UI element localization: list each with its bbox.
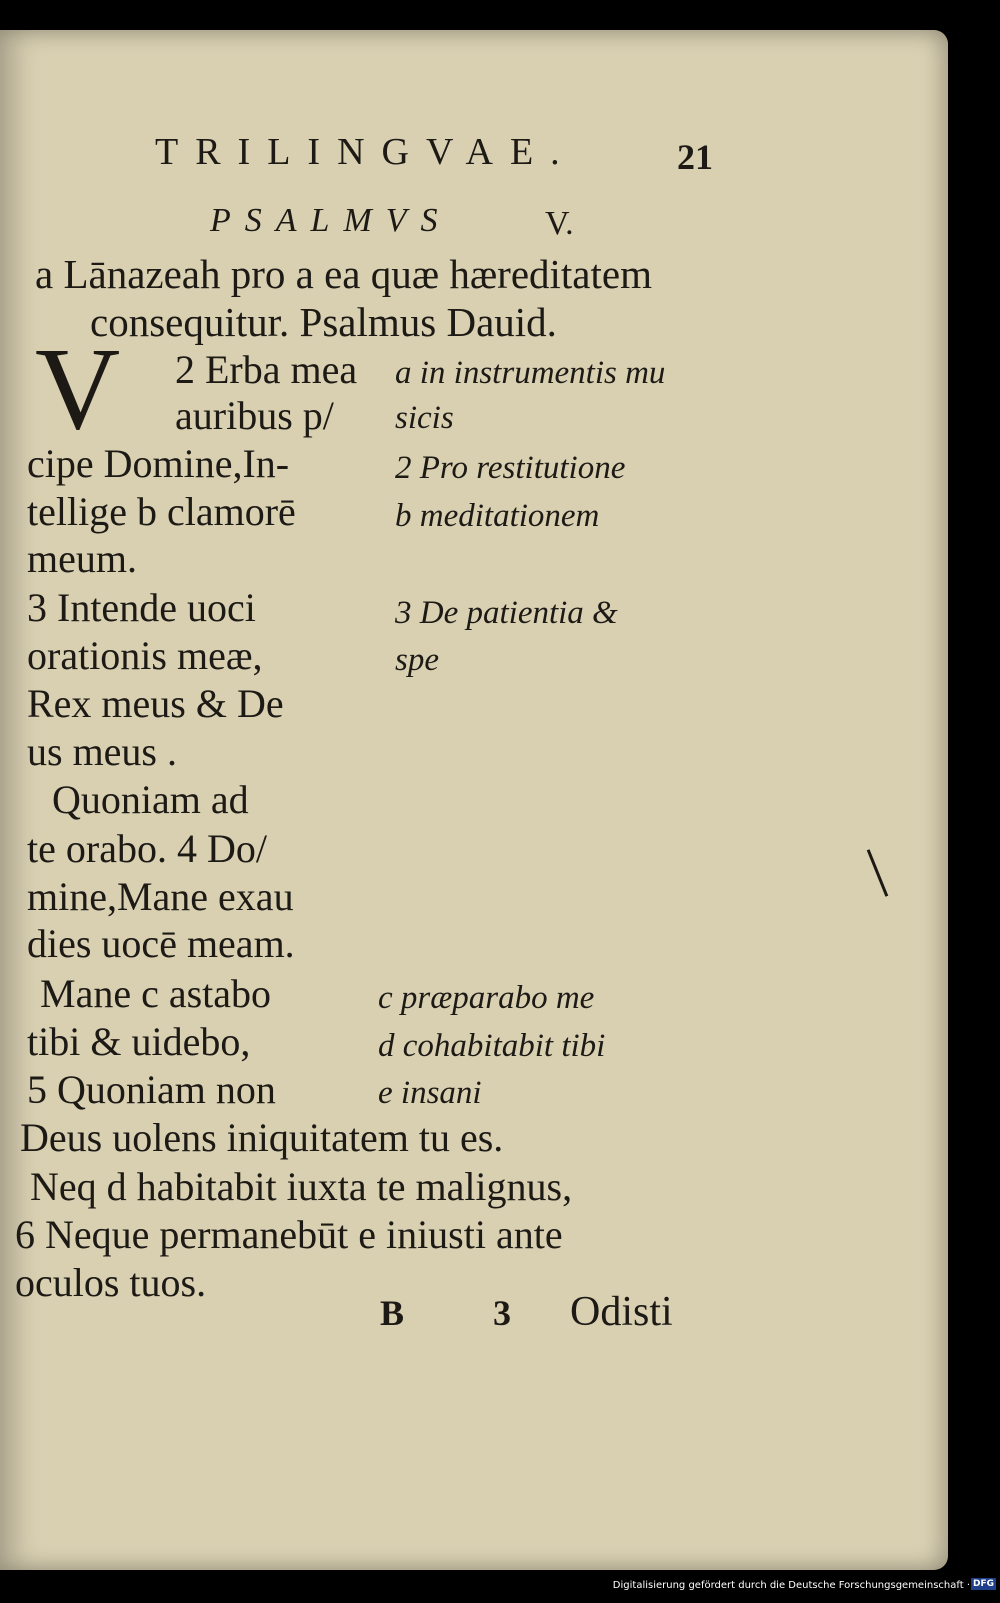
- running-head: TRILINGVAE.: [155, 131, 577, 173]
- text-line: tibi & uidebo,: [27, 1019, 251, 1064]
- text-line: dies uocē meam.: [27, 921, 295, 966]
- ink-mark: [867, 849, 889, 896]
- psalm-heading-line: a Lānazeah pro a ea quæ hæreditatem: [35, 251, 652, 297]
- page-number: 21: [677, 137, 713, 177]
- text-line: 6 Neque permanebūt e iniusti ante: [15, 1212, 563, 1257]
- text-line: Rex meus & De: [27, 681, 284, 726]
- text-line: Deus uolens iniquitatem tu es.: [20, 1115, 504, 1160]
- marginal-gloss: e insani: [378, 1075, 482, 1111]
- text-line: Neq d habitabit iuxta te malignus,: [30, 1164, 573, 1209]
- book-page: [0, 30, 948, 1570]
- text-line: us meus .: [27, 729, 177, 774]
- digitization-credit: Digitalisierung gefördert durch die Deutsche Forschungsgemeinschaft ·: [612, 1580, 970, 1591]
- marginal-gloss: sicis: [395, 400, 454, 436]
- text-line: meum.: [27, 536, 137, 581]
- text-line: 5 Quoniam non: [27, 1067, 276, 1112]
- marginal-gloss: 2 Pro restitutione: [395, 450, 626, 486]
- text-line: mine,Mane exau: [27, 874, 294, 919]
- marginal-gloss: c præparabo me: [378, 980, 595, 1016]
- text-line: Mane c astabo: [40, 971, 272, 1016]
- catchword: Odisti: [570, 1289, 673, 1335]
- text-line: orationis meæ,: [27, 633, 263, 678]
- marginal-gloss: 3 De patientia &: [395, 595, 618, 631]
- psalm-number: V.: [545, 205, 574, 242]
- text-line: 3 Intende uoci: [27, 585, 256, 630]
- marginal-gloss: spe: [395, 642, 439, 678]
- marginal-gloss: d cohabitabit tibi: [378, 1028, 606, 1064]
- psalm-heading-line: consequitur. Psalmus Dauid.: [90, 299, 557, 345]
- psalm-title: PSALMVS: [210, 202, 452, 239]
- text-line: tellige b clamorē: [27, 489, 296, 534]
- dfg-logo: DFG: [972, 1579, 994, 1589]
- drop-cap-initial: V: [35, 323, 121, 454]
- marginal-gloss: b meditationem: [395, 498, 600, 534]
- text-line: Quoniam ad: [52, 777, 249, 822]
- text-line: auribus p/: [175, 393, 334, 438]
- text-line: te orabo. 4 Do/: [27, 826, 267, 871]
- text-line: oculos tuos.: [15, 1260, 207, 1305]
- marginal-gloss: a in instrumentis mu: [395, 355, 666, 391]
- signature-mark: B 3: [380, 1293, 552, 1333]
- text-line: 2 Erba mea: [175, 347, 358, 392]
- text-line: cipe Domine,In-: [27, 441, 290, 486]
